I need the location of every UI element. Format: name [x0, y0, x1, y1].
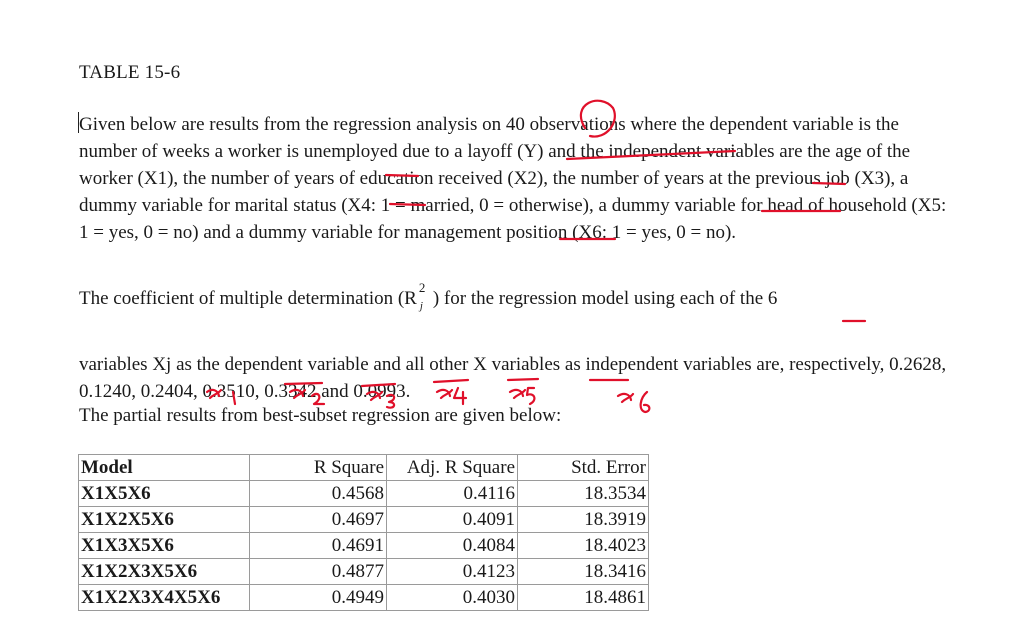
- cell-r-square: 0.4697: [250, 507, 387, 533]
- cell-adj-r-square: 0.4030: [387, 585, 518, 611]
- cell-std-error: 18.3534: [518, 481, 649, 507]
- cell-adj-r-square: 0.4091: [387, 507, 518, 533]
- coefficient-text-before: The coefficient of multiple determination (R: [79, 288, 417, 309]
- table-row: [79, 533, 649, 559]
- r-superscript: 2: [418, 280, 426, 295]
- table-row: [79, 559, 649, 585]
- problem-description: Given below are results from the regression analysis on 40 observations where the dependent variable is the number of weeks a worker is unemployed due to a layoff (Y) and the independent variables are the age of the worker (X1), the number of years of education received (X2), the number of years at the previous job (X3), a dummy variable for marital status (X4: 1 = married, 0 = otherwise), a dummy variable for head of household (X5: 1 = yes, 0 = no) and a dummy variable for management position (X6: 1 = yes, 0 = no).: [79, 114, 947, 243]
- cell-model: X1X2X3X5X6: [79, 559, 250, 585]
- cell-adj-r-square: 0.4084: [387, 533, 518, 559]
- cell-adj-r-square: 0.4123: [387, 559, 518, 585]
- partial-results-sentence: The partial results from best-subset regression are given below:: [79, 405, 562, 426]
- cell-std-error: 18.3919: [518, 507, 649, 533]
- cell-model: X1X5X6: [79, 481, 250, 507]
- cell-std-error: 18.4861: [518, 585, 649, 611]
- cell-std-error: 18.4023: [518, 533, 649, 559]
- header-r-square: R Square: [250, 455, 387, 481]
- r-squared-symbol: [417, 280, 433, 312]
- cell-model: X1X3X5X6: [79, 533, 250, 559]
- table-row: [79, 585, 649, 611]
- cell-r-square: 0.4877: [250, 559, 387, 585]
- vif-values-sentence: variables Xj as the dependent variable and all other X variables as independent variables are, respectively, 0.2628, 0.1240, 0.2404, 0.3510, 0.3342 and 0.0993.: [79, 354, 947, 402]
- table-row: [79, 481, 649, 507]
- table-row: [79, 507, 649, 533]
- cell-std-error: 18.3416: [518, 559, 649, 585]
- cell-r-square: 0.4691: [250, 533, 387, 559]
- table-title: TABLE 15-6: [79, 62, 181, 83]
- cell-model: X1X2X3X4X5X6: [79, 585, 250, 611]
- coefficient-text-after: ) for the regression model using each of the 6: [432, 288, 778, 309]
- header-adj-r-square: Adj. R Square: [387, 455, 518, 481]
- header-std-error: Std. Error: [518, 455, 649, 481]
- table-header-row: [79, 455, 649, 481]
- cell-r-square: 0.4949: [250, 585, 387, 611]
- coefficient-sentence: [79, 280, 959, 312]
- cell-adj-r-square: 0.4116: [387, 481, 518, 507]
- cell-model: X1X2X5X6: [79, 507, 250, 533]
- header-model: Model: [79, 455, 250, 481]
- r-subscript: j: [419, 300, 423, 312]
- cell-r-square: 0.4568: [250, 481, 387, 507]
- best-subset-table: [78, 454, 649, 611]
